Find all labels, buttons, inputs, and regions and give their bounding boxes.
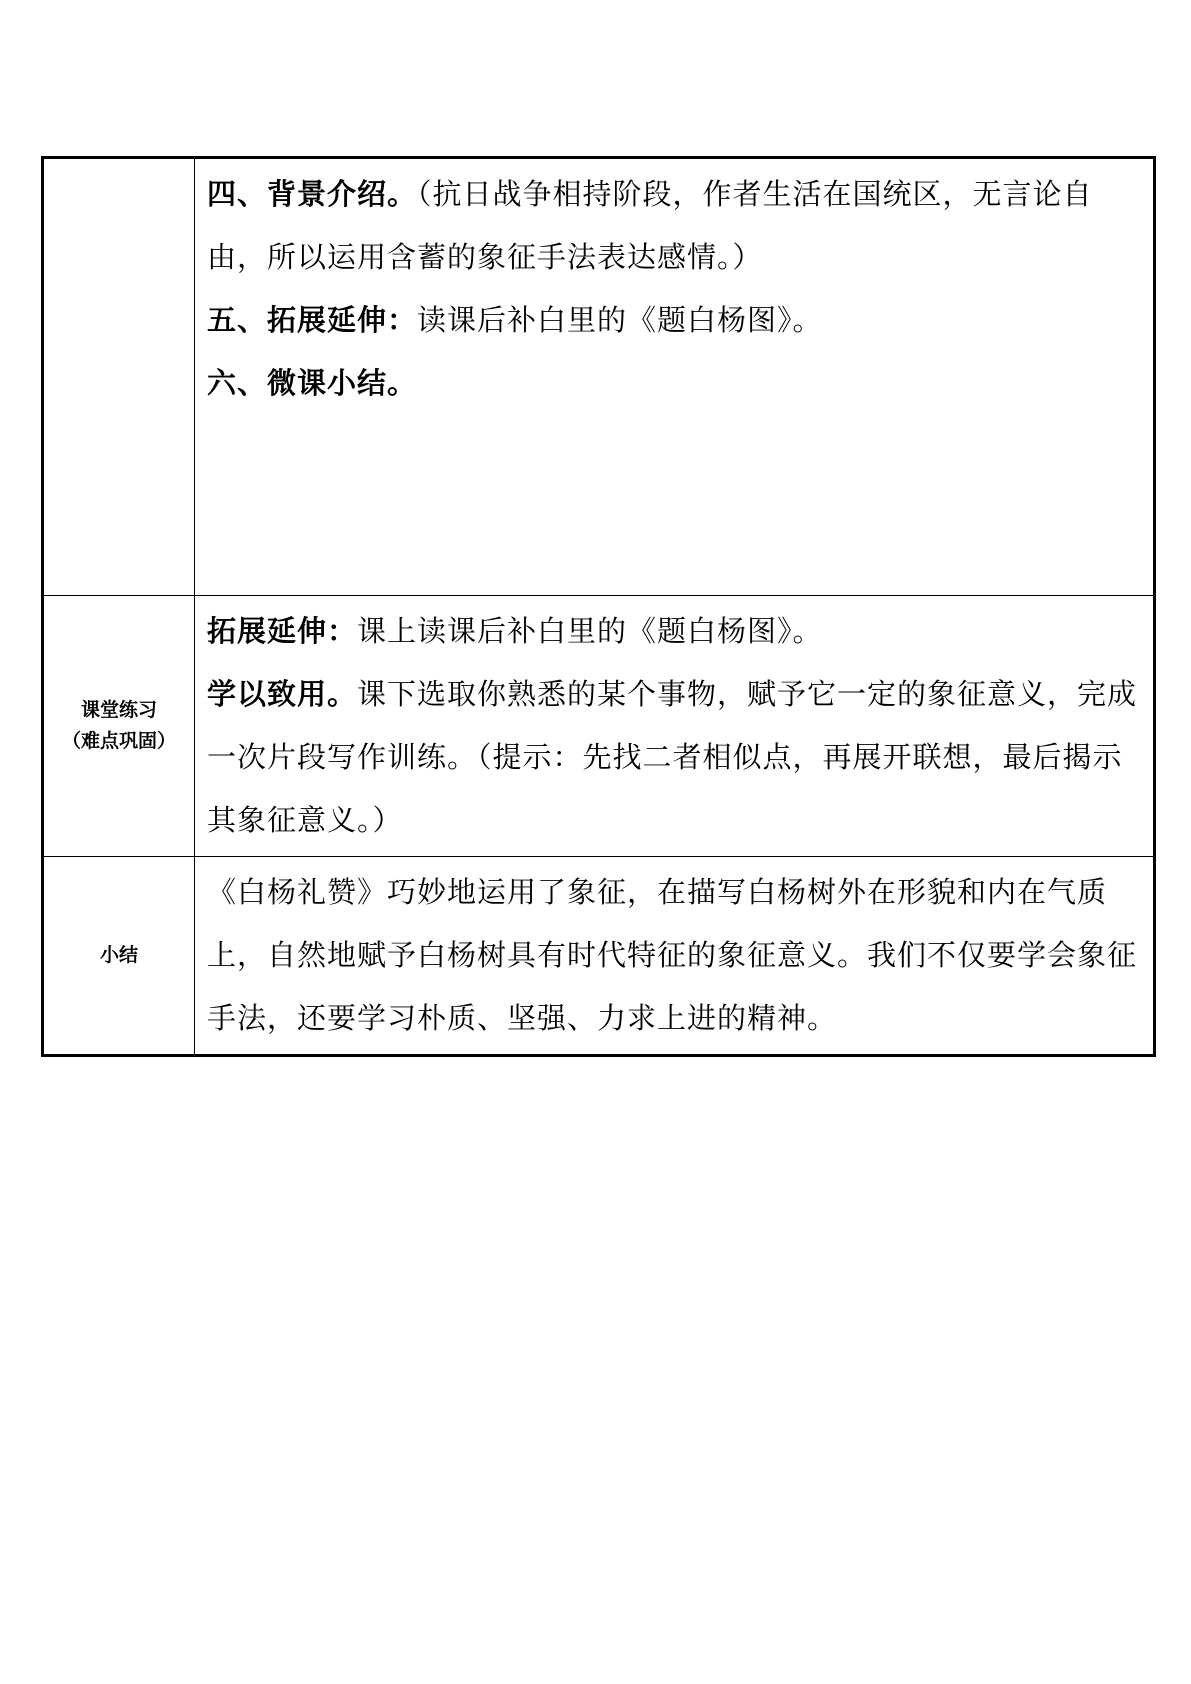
section-5-heading: 五、拓展延伸： [207, 303, 418, 337]
practice-p1-heading: 拓展延伸： [207, 614, 358, 648]
practice-label-line1: 课堂练习 [80, 699, 157, 721]
section-5-text: 读课后补白里的《题白杨图》。 [417, 303, 823, 337]
row-label-practice [43, 596, 195, 857]
table-row-practice [43, 596, 1155, 857]
section-4-text: （抗日战争相持阶段，作者生活在国统区，无言论自由，所以运用含蓄的象征手法表达感情。） [207, 177, 1093, 274]
practice-label-line2: （难点巩固） [61, 730, 176, 752]
practice-p1-text: 课上读课后补白里的《题白杨图》。 [357, 614, 823, 648]
practice-p2-heading: 学以致用。 [207, 677, 358, 711]
row-label-summary: 小结 [43, 857, 195, 1056]
lesson-plan-table [41, 156, 1156, 1057]
section-5-paragraph [207, 289, 1141, 352]
practice-p2-text: 课下选取你熟悉的某个事物，赋予它一定的象征意义，完成一次片段写作训练。（提示：先找二者相似点，再展开联想，最后揭示其象征意义。） [207, 677, 1138, 837]
table-row-background [43, 158, 1155, 596]
section-4-heading: 四、背景介绍。 [207, 177, 418, 211]
row-content-background [195, 158, 1155, 596]
row-content-practice [195, 596, 1155, 857]
row-label-empty [43, 158, 195, 596]
summary-text: 《白杨礼赞》巧妙地运用了象征，在描写白杨树外在形貌和内在气质上，自然地赋予白杨树具有时代特征的象征意义。我们不仅要学会象征手法，还要学习朴质、坚强、力求上进的精神。 [207, 875, 1138, 1035]
section-6-heading: 六、微课小结。 [207, 366, 418, 400]
row-content-summary [195, 857, 1155, 1056]
section-4-paragraph [207, 163, 1141, 289]
practice-paragraph-1 [207, 600, 1141, 663]
table-row-summary [43, 857, 1155, 1056]
practice-paragraph-2 [207, 663, 1141, 852]
